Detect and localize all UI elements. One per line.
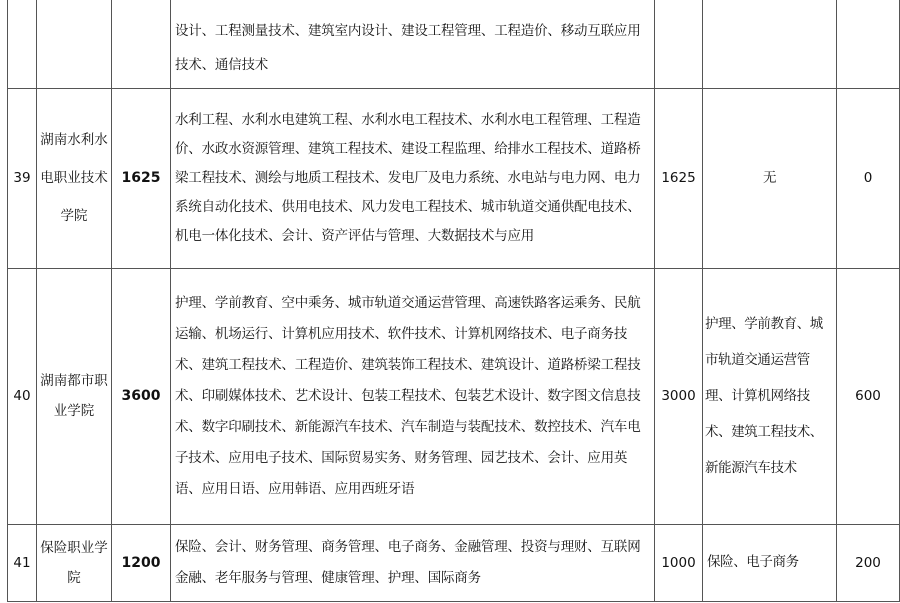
table-row xyxy=(8,268,900,524)
total-enrollment: 1625 xyxy=(112,88,171,268)
school-name: 湖南都市职业学院 xyxy=(37,268,112,524)
total-enrollment: 1200 xyxy=(112,524,171,601)
other-majors xyxy=(703,0,837,88)
other-majors: 保险、电子商务 xyxy=(703,524,837,601)
majors-list: 保险、会计、财务管理、商务管理、电子商务、金融管理、投资与理财、互联网金融、老年服务与管理、健康管理、护理、国际商务 xyxy=(171,524,655,601)
total-enrollment: 3600 xyxy=(112,268,171,524)
majors-list: 设计、工程测量技术、建筑室内设计、建设工程管理、工程造价、移动互联应用技术、通信技术 xyxy=(171,0,655,88)
row-number: 40 xyxy=(8,268,37,524)
other-majors: 无 xyxy=(703,88,837,268)
remaining-count xyxy=(837,0,900,88)
enrollment-table xyxy=(7,0,900,602)
school-name xyxy=(37,0,112,88)
school-name: 湖南水利水电职业技术学院 xyxy=(37,88,112,268)
row-number xyxy=(8,0,37,88)
other-majors: 护理、学前教育、城市轨道交通运营管理、计算机网络技术、建筑工程技术、新能源汽车技术 xyxy=(703,268,837,524)
majors-list: 水利工程、水利水电建筑工程、水利水电工程技术、水利水电工程管理、工程造价、水政水资源管理、建筑工程技术、建设工程监理、给排水工程技术、道路桥梁工程技术、测绘与地质工程技术、发电厂及电力系统、水电站与电力网、电力系统自动化技术、供用电技术、风力发电工程技术、城市轨道交通供配电技术、机电一体化技术、会计、资产评估与管理、大数据技术与应用 xyxy=(171,88,655,268)
row-number: 39 xyxy=(8,88,37,268)
enrollment-count: 3000 xyxy=(655,268,703,524)
table-row xyxy=(8,88,900,268)
table-row xyxy=(8,0,900,88)
row-number: 41 xyxy=(8,524,37,601)
remaining-count: 600 xyxy=(837,268,900,524)
table-row xyxy=(8,524,900,601)
remaining-count: 0 xyxy=(837,88,900,268)
remaining-count: 200 xyxy=(837,524,900,601)
school-name: 保险职业学院 xyxy=(37,524,112,601)
majors-list: 护理、学前教育、空中乘务、城市轨道交通运营管理、高速铁路客运乘务、民航运输、机场运行、计算机应用技术、软件技术、计算机网络技术、电子商务技术、建筑工程技术、工程造价、建筑装饰工程技术、建筑设计、道路桥梁工程技术、印刷媒体技术、艺术设计、包装工程技术、包装艺术设计、数字图文信息技术、数字印刷技术、新能源汽车技术、汽车制造与装配技术、数控技术、汽车电子技术、应用电子技术、国际贸易实务、财务管理、园艺技术、会计、应用英语、应用日语、应用韩语、应用西班牙语 xyxy=(171,268,655,524)
total-enrollment xyxy=(112,0,171,88)
enrollment-count: 1625 xyxy=(655,88,703,268)
enrollment-count xyxy=(655,0,703,88)
enrollment-count: 1000 xyxy=(655,524,703,601)
